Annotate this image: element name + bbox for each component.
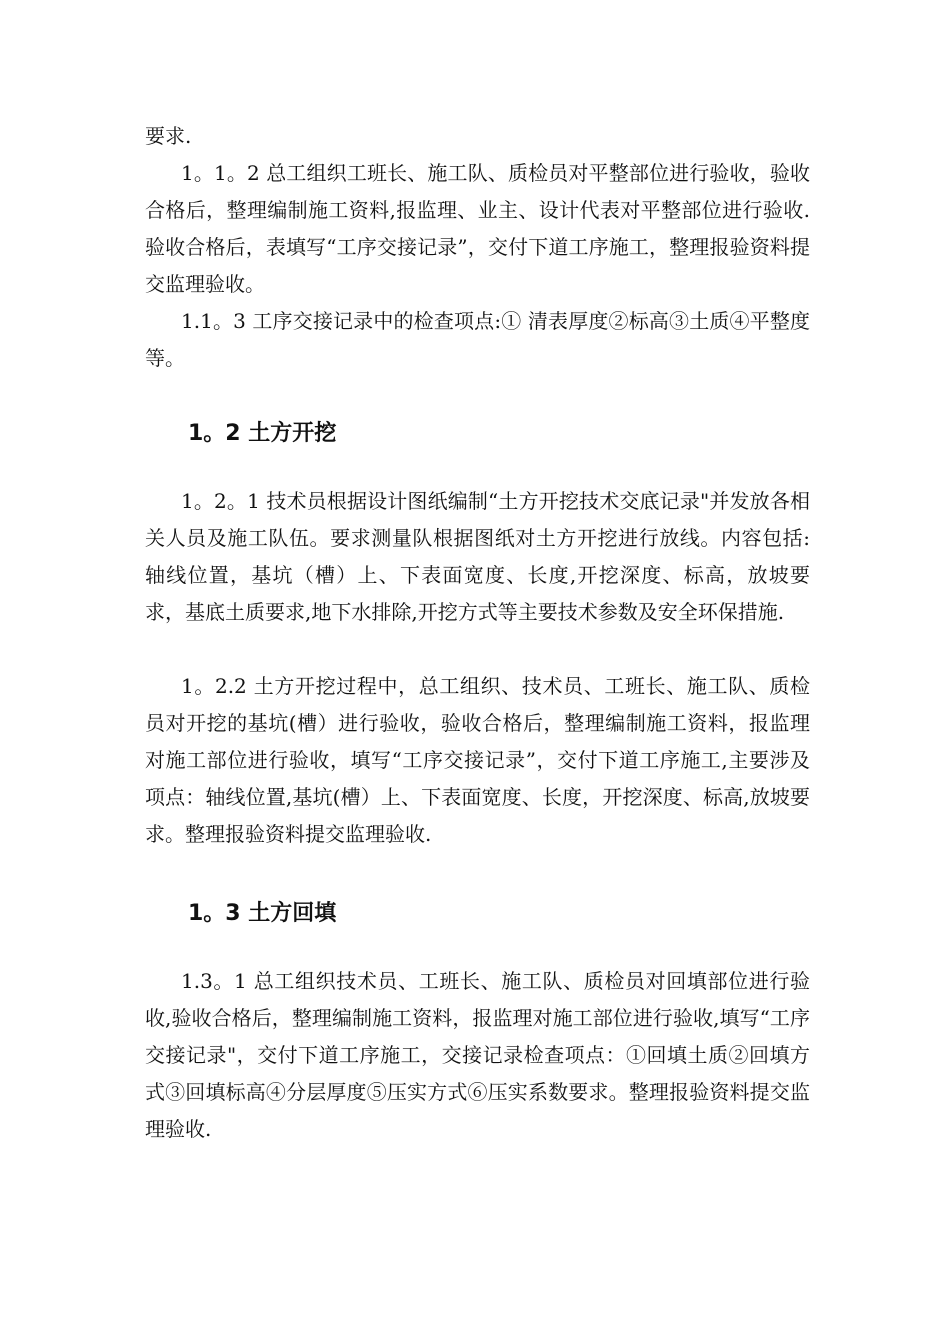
- section-heading-1-3: 1。3 土方回填: [188, 901, 337, 926]
- paragraph-1-2-1: 1。2。1 技术员根据设计图纸编制“土方开挖技术交底记录"并发放各相关人员及施工队伍。要求测量队根据图纸对土方开挖进行放线。内容包括:轴线位置，基坑（槽）上、下表面宽度、长度,开挖深度、标高，放坡要求，基底土质要求,地下水排除,开挖方式等主要技术参数及安全环保措施.: [145, 489, 810, 624]
- paragraph-1-1-3: 1.1。3 工序交接记录中的检查项点:① 清表厚度②标高③土质④平整度等。: [145, 309, 810, 370]
- paragraph-1-1-2: 1。1。2 总工组织工班长、施工队、质检员对平整部位进行验收，验收合格后，整理编制施工资料,报监理、业主、设计代表对平整部位进行验收.验收合格后，表填写“工序交接记录”，交付下道工序施工，整理报验资料提交监理验收。: [145, 161, 810, 296]
- paragraph-continuation: 要求.: [145, 124, 192, 148]
- section-heading-1-2: 1。2 土方开挖: [188, 421, 337, 446]
- paragraph-1-2-2: 1。2.2 土方开挖过程中，总工组织、技术员、工班长、施工队、质检员对开挖的基坑(槽）进行验收，验收合格后，整理编制施工资料，报监理对施工部位进行验收，填写“工序交接记录”，交付下道工序施工,主要涉及项点：轴线位置,基坑(槽）上、下表面宽度、长度，开挖深度、标高,放坡要求。整理报验资料提交监理验收.: [145, 674, 810, 846]
- paragraph-1-3-1: 1.3。1 总工组织技术员、工班长、施工队、质检员对回填部位进行验收,验收合格后，整理编制施工资料，报监理对施工部位进行验收,填写“工序交接记录"，交付下道工序施工，交接记录检查项点：①回填土质②回填方式③回填标高④分层厚度⑤压实方式⑥压实系数要求。整理报验资料提交监理验收.: [145, 969, 810, 1141]
